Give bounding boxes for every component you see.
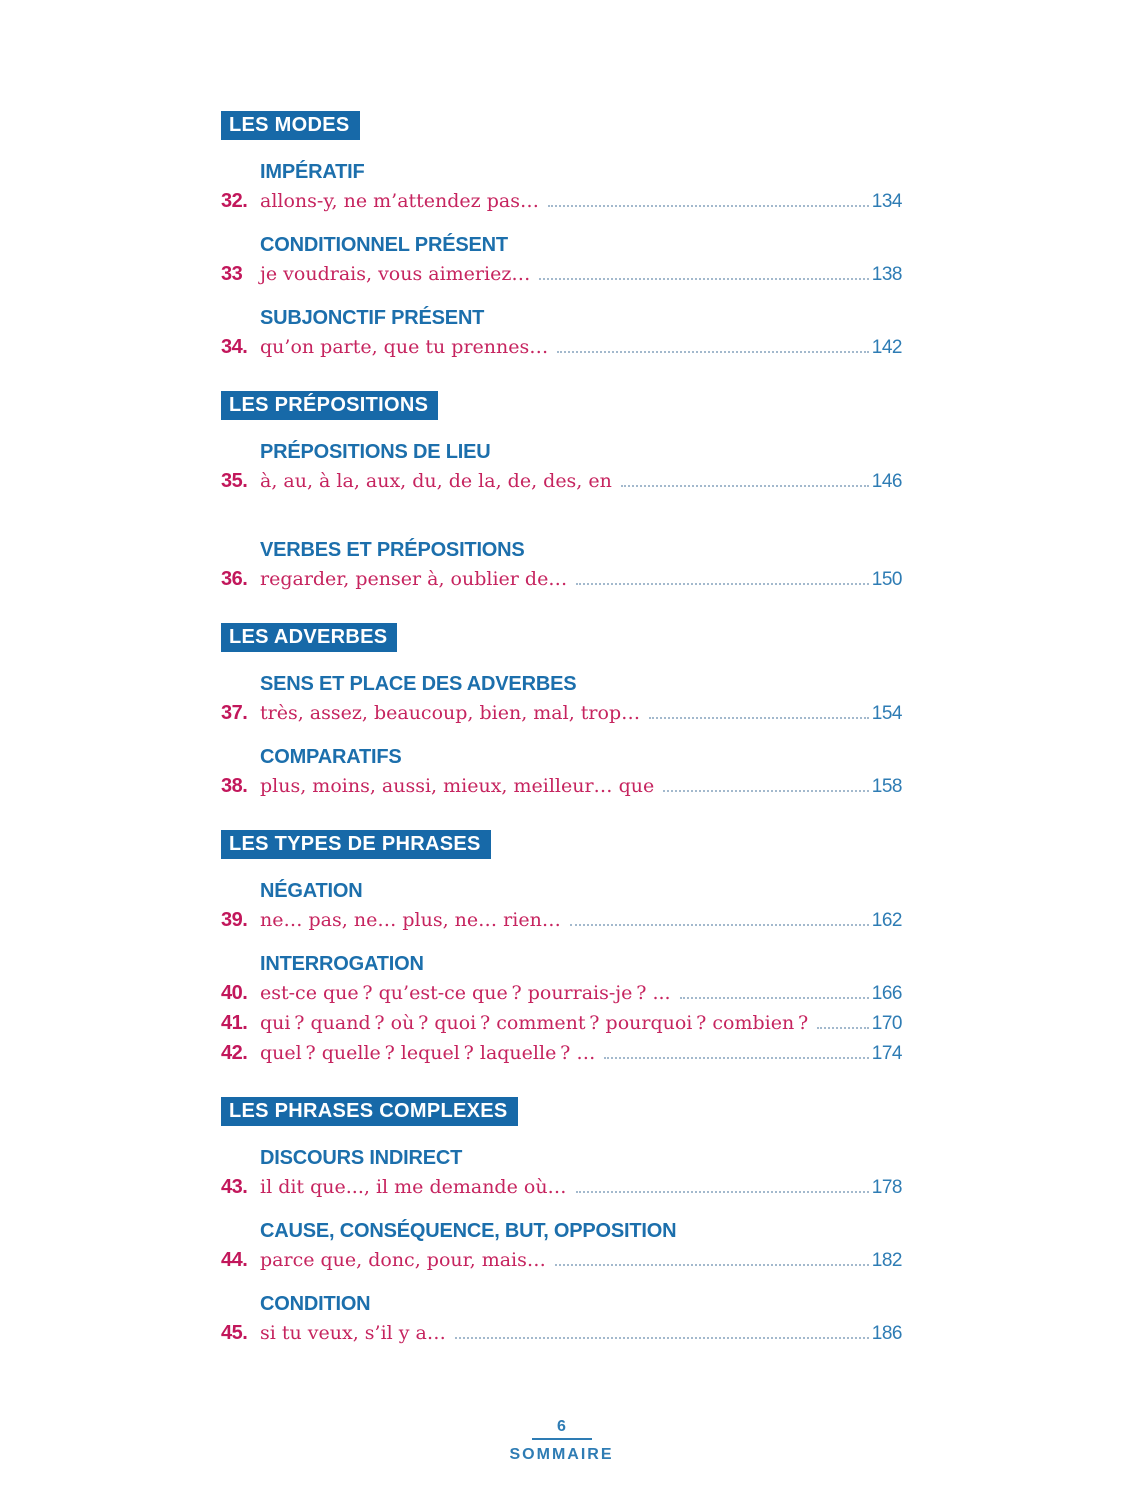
group-heading: NÉGATION bbox=[260, 880, 363, 902]
group-heading: CONDITIONNEL PRÉSENT bbox=[260, 234, 508, 256]
group-heading: SUBJONCTIF PRÉSENT bbox=[260, 307, 485, 329]
footer-section-label: SOMMAIRE bbox=[509, 1446, 614, 1463]
dot-leader bbox=[455, 1336, 869, 1339]
entry-title: à, au, à la, aux, du, de la, de, des, en bbox=[260, 470, 612, 492]
dot-leader bbox=[557, 350, 869, 353]
toc-section bbox=[221, 1097, 902, 1345]
section-title: LES TYPES DE PHRASES bbox=[221, 830, 491, 859]
entry-number: 36. bbox=[221, 568, 248, 590]
group-heading: IMPÉRATIF bbox=[260, 161, 365, 183]
dot-leader bbox=[576, 582, 868, 585]
toc-entry bbox=[221, 982, 902, 1005]
toc-entry bbox=[221, 336, 902, 359]
entry-title: très, assez, beaucoup, bien, mal, trop… bbox=[260, 702, 641, 724]
dot-leader bbox=[649, 716, 869, 719]
dot-leader bbox=[621, 484, 869, 487]
entry-title: regarder, penser à, oublier de… bbox=[260, 568, 568, 590]
toc-section bbox=[221, 391, 902, 591]
entry-number: 34. bbox=[221, 336, 248, 358]
entry-title: allons-y, ne m’attendez pas… bbox=[260, 190, 539, 212]
dot-leader bbox=[548, 204, 869, 207]
toc-entry bbox=[221, 775, 902, 798]
entry-page-number: 178 bbox=[871, 1177, 902, 1198]
entry-number: 43. bbox=[221, 1176, 248, 1198]
page-footer bbox=[0, 1418, 1123, 1464]
dot-leader bbox=[570, 923, 869, 926]
group-heading: CONDITION bbox=[260, 1293, 371, 1315]
group-heading: PRÉPOSITIONS DE LIEU bbox=[260, 441, 491, 463]
entry-number: 44. bbox=[221, 1249, 248, 1271]
entry-number: 33 bbox=[221, 263, 243, 285]
toc-section bbox=[221, 111, 902, 359]
entry-title: quel ? quelle ? lequel ? laquelle ? … bbox=[260, 1042, 596, 1064]
toc-entry bbox=[221, 568, 902, 591]
entry-page-number: 186 bbox=[871, 1323, 902, 1344]
toc-entry bbox=[221, 1322, 902, 1345]
toc-entry bbox=[221, 190, 902, 213]
entry-title: qu’on parte, que tu prennes… bbox=[260, 336, 549, 358]
entry-page-number: 150 bbox=[871, 569, 902, 590]
entry-number: 42. bbox=[221, 1042, 248, 1064]
entry-title: parce que, donc, pour, mais… bbox=[260, 1249, 546, 1271]
dot-leader bbox=[680, 996, 869, 999]
toc-entry bbox=[221, 1012, 902, 1035]
footer-divider bbox=[532, 1438, 592, 1440]
entry-page-number: 158 bbox=[871, 776, 902, 797]
entry-page-number: 146 bbox=[871, 471, 902, 492]
entry-page-number: 170 bbox=[871, 1013, 902, 1034]
entry-page-number: 154 bbox=[871, 703, 902, 724]
entry-page-number: 162 bbox=[871, 910, 902, 931]
entry-page-number: 166 bbox=[871, 983, 902, 1004]
toc-entry bbox=[221, 1249, 902, 1272]
entry-page-number: 142 bbox=[871, 337, 902, 358]
entry-title: il dit que..., il me demande où… bbox=[260, 1176, 567, 1198]
entry-title: plus, moins, aussi, mieux, meilleur… que bbox=[260, 775, 655, 797]
entry-title: qui ? quand ? où ? quoi ? comment ? pourquoi ? combien ? bbox=[260, 1012, 809, 1034]
group-heading: SENS ET PLACE DES ADVERBES bbox=[260, 673, 577, 695]
section-title: LES MODES bbox=[221, 111, 360, 140]
dot-leader bbox=[817, 1026, 869, 1029]
table-of-contents bbox=[221, 111, 902, 1377]
entry-number: 39. bbox=[221, 909, 248, 931]
group-heading: COMPARATIFS bbox=[260, 746, 402, 768]
entry-title: je voudrais, vous aimeriez… bbox=[260, 263, 531, 285]
group-heading: VERBES ET PRÉPOSITIONS bbox=[260, 539, 525, 561]
entry-page-number: 174 bbox=[871, 1043, 902, 1064]
entry-title: est-ce que ? qu’est-ce que ? pourrais-je ? ... bbox=[260, 982, 671, 1004]
entry-number: 32. bbox=[221, 190, 248, 212]
entry-number: 45. bbox=[221, 1322, 248, 1344]
entry-title: ne… pas, ne… plus, ne… rien… bbox=[260, 909, 561, 931]
entry-number: 35. bbox=[221, 470, 248, 492]
entry-number: 40. bbox=[221, 982, 248, 1004]
entry-title: si tu veux, s’il y a… bbox=[260, 1322, 446, 1344]
group-heading: INTERROGATION bbox=[260, 953, 424, 975]
toc-section bbox=[221, 623, 902, 798]
dot-leader bbox=[555, 1263, 869, 1266]
section-title: LES PRÉPOSITIONS bbox=[221, 391, 438, 420]
entry-page-number: 138 bbox=[871, 264, 902, 285]
toc-section bbox=[221, 830, 902, 1065]
toc-entry bbox=[221, 263, 902, 286]
entry-number: 38. bbox=[221, 775, 248, 797]
entry-number: 41. bbox=[221, 1012, 248, 1034]
toc-entry bbox=[221, 1042, 902, 1065]
entry-page-number: 134 bbox=[871, 191, 902, 212]
toc-entry bbox=[221, 909, 902, 932]
group-heading: DISCOURS INDIRECT bbox=[260, 1147, 463, 1169]
entry-page-number: 182 bbox=[871, 1250, 902, 1271]
toc-entry bbox=[221, 702, 902, 725]
group-heading: CAUSE, CONSÉQUENCE, BUT, OPPOSITION bbox=[260, 1220, 677, 1242]
dot-leader bbox=[576, 1190, 869, 1193]
entry-number: 37. bbox=[221, 702, 248, 724]
toc-entry bbox=[221, 470, 902, 493]
dot-leader bbox=[539, 277, 868, 280]
dot-leader bbox=[604, 1056, 868, 1059]
section-title: LES ADVERBES bbox=[221, 623, 397, 652]
section-title: LES PHRASES COMPLEXES bbox=[221, 1097, 518, 1126]
page-number: 6 bbox=[557, 1418, 566, 1435]
toc-entry bbox=[221, 1176, 902, 1199]
dot-leader bbox=[663, 789, 869, 792]
